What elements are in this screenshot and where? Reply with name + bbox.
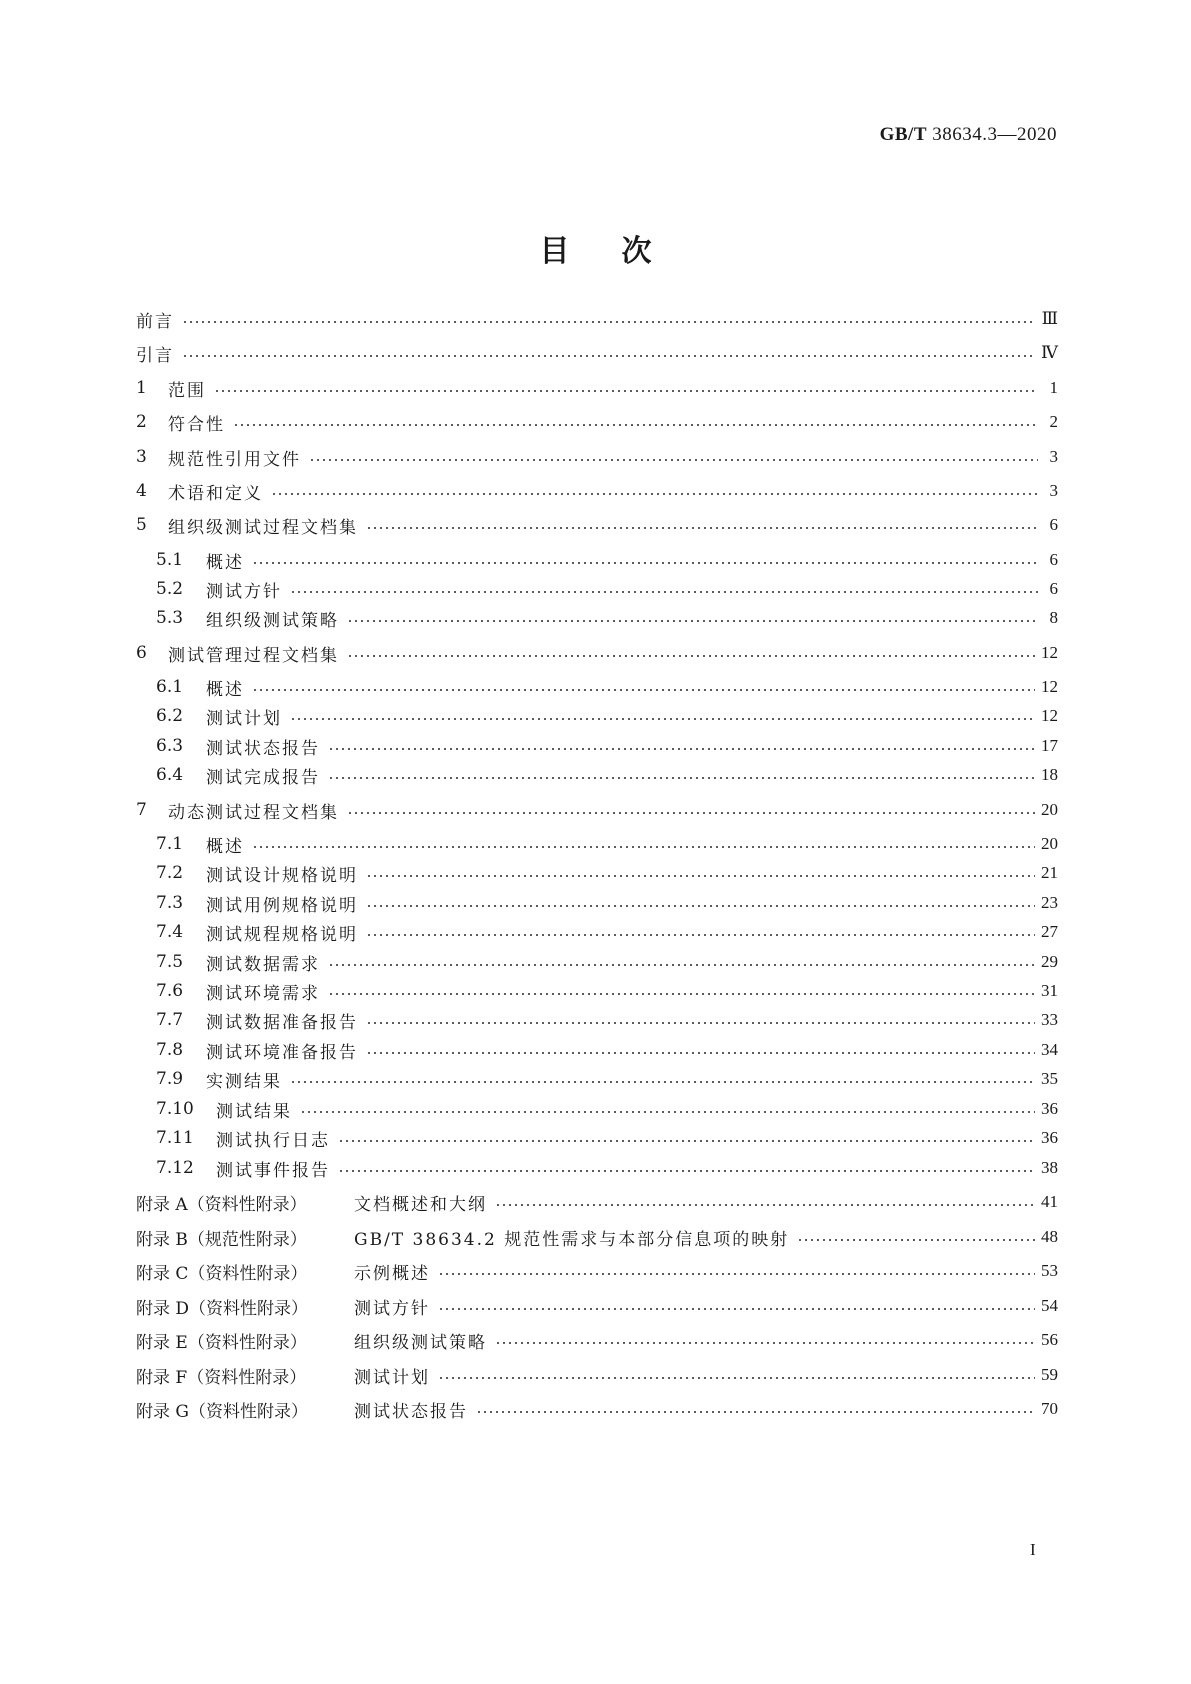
toc-entry[interactable] bbox=[136, 306, 1058, 332]
toc-dot-leader bbox=[252, 846, 1035, 848]
toc-entry[interactable] bbox=[156, 1096, 1058, 1122]
toc-dot-leader bbox=[182, 321, 1036, 323]
toc-entry-page: 59 bbox=[1041, 1365, 1058, 1384]
toc-entry[interactable] bbox=[156, 919, 1058, 945]
toc-entry-number: 7.12 bbox=[156, 1158, 194, 1178]
toc-dot-leader bbox=[214, 390, 1038, 392]
toc-title: 目次 bbox=[539, 234, 704, 269]
toc-entry-number: 7.5 bbox=[156, 952, 184, 972]
toc-entry[interactable] bbox=[136, 1327, 1058, 1353]
toc-entry[interactable] bbox=[156, 890, 1058, 916]
toc-entry-title: 示例概述 bbox=[354, 1263, 430, 1284]
toc-entry-title: 规范性引用文件 bbox=[168, 449, 301, 470]
toc-dot-leader bbox=[366, 527, 1038, 529]
toc-entry-page: 33 bbox=[1041, 1010, 1058, 1029]
toc-dot-leader bbox=[366, 1022, 1035, 1024]
toc-entry-number: 附录 B（规范性附录） bbox=[136, 1229, 307, 1250]
toc-dot-leader bbox=[438, 1273, 1035, 1275]
toc-dot-leader bbox=[438, 1308, 1035, 1310]
toc-entry-title: 测试状态报告 bbox=[206, 738, 320, 759]
toc-entry-number: 7.6 bbox=[156, 981, 184, 1001]
toc-dot-leader bbox=[366, 1052, 1035, 1054]
toc-entry-page: 6 bbox=[1049, 515, 1058, 534]
toc-entry-title: 测试数据准备报告 bbox=[206, 1012, 358, 1033]
toc-entry[interactable] bbox=[156, 1155, 1058, 1181]
toc-entry-title: 测试计划 bbox=[354, 1367, 430, 1388]
toc-entry-page: 12 bbox=[1041, 706, 1058, 725]
toc-entry-title: 测试数据需求 bbox=[206, 954, 320, 975]
toc-entry-page: Ⅳ bbox=[1041, 343, 1058, 362]
toc-entry-number: 附录 D（资料性附录） bbox=[136, 1298, 309, 1319]
toc-dot-leader bbox=[328, 993, 1035, 995]
toc-entry-page: 18 bbox=[1041, 765, 1058, 784]
toc-entry-page: 41 bbox=[1041, 1192, 1058, 1211]
toc-entry-number: 附录 G（资料性附录） bbox=[136, 1401, 308, 1422]
toc-entry[interactable] bbox=[156, 978, 1058, 1004]
toc-entry-title: 符合性 bbox=[168, 414, 225, 435]
standard-number: 38634.3—2020 bbox=[927, 124, 1057, 145]
toc-entry-title: 测试完成报告 bbox=[206, 767, 320, 788]
toc-entry-number: 1 bbox=[136, 378, 147, 398]
toc-entry-number: 3 bbox=[136, 447, 147, 467]
toc-entry-number: 7.9 bbox=[156, 1069, 184, 1089]
toc-entry-number: 7 bbox=[136, 800, 147, 820]
toc-entry-page: 17 bbox=[1041, 736, 1058, 755]
toc-dot-leader bbox=[233, 424, 1038, 426]
toc-entry-number: 6 bbox=[136, 643, 147, 663]
toc-entry-title: 概述 bbox=[206, 552, 244, 573]
toc-entry[interactable] bbox=[136, 444, 1058, 470]
toc-dot-leader bbox=[797, 1239, 1035, 1241]
toc-entry-page: 3 bbox=[1049, 481, 1058, 500]
toc-entry[interactable] bbox=[156, 1125, 1058, 1151]
toc-entry-number: 4 bbox=[136, 481, 147, 501]
toc-entry[interactable] bbox=[156, 949, 1058, 975]
toc-dot-leader bbox=[347, 655, 1035, 657]
toc-entry-page: 8 bbox=[1049, 608, 1058, 627]
page-number: I bbox=[1030, 1540, 1036, 1559]
toc-entry-page: 6 bbox=[1049, 579, 1058, 598]
toc-entry-title: 测试环境准备报告 bbox=[206, 1042, 358, 1063]
toc-entry[interactable] bbox=[156, 576, 1058, 602]
toc-entry-number: 5.1 bbox=[156, 550, 184, 570]
toc-entry[interactable] bbox=[156, 674, 1058, 700]
toc-entry-title: 前言 bbox=[136, 311, 174, 332]
toc-entry[interactable] bbox=[136, 797, 1058, 823]
toc-entry-title: 实测结果 bbox=[206, 1071, 282, 1092]
toc-entry-page: 29 bbox=[1041, 952, 1058, 971]
toc-entry-page: 2 bbox=[1049, 412, 1058, 431]
toc-dot-leader bbox=[338, 1170, 1035, 1172]
toc-dot-leader bbox=[271, 493, 1038, 495]
toc-entry-number: 附录 A（资料性附录） bbox=[136, 1194, 307, 1215]
toc-dot-leader bbox=[182, 355, 1035, 357]
toc-dot-leader bbox=[290, 1081, 1035, 1083]
toc-entry-number: 6.2 bbox=[156, 706, 184, 726]
toc-dot-leader bbox=[366, 934, 1035, 936]
toc-dot-leader bbox=[495, 1342, 1035, 1344]
toc-entry-number: 2 bbox=[136, 412, 147, 432]
toc-dot-leader bbox=[252, 689, 1035, 691]
toc-entry-title: 测试方针 bbox=[354, 1298, 430, 1319]
toc-entry-title: 组织级测试策略 bbox=[354, 1332, 487, 1353]
toc-dot-leader bbox=[366, 905, 1035, 907]
toc-entry-number: 7.7 bbox=[156, 1010, 184, 1030]
toc-dot-leader bbox=[347, 620, 1038, 622]
toc-entry[interactable] bbox=[156, 1066, 1058, 1092]
toc-dot-leader bbox=[252, 562, 1038, 564]
toc-dot-leader bbox=[328, 748, 1035, 750]
toc-entry-title: 引言 bbox=[136, 345, 174, 366]
toc-entry-page: 1 bbox=[1049, 378, 1058, 397]
toc-dot-leader bbox=[290, 591, 1038, 593]
toc-dot-leader bbox=[290, 718, 1035, 720]
toc-entry[interactable] bbox=[136, 409, 1058, 435]
toc-entry[interactable] bbox=[156, 831, 1058, 857]
toc-entry-title: 测试环境需求 bbox=[206, 983, 320, 1004]
toc-dot-leader bbox=[495, 1204, 1035, 1206]
toc-entry[interactable] bbox=[136, 1258, 1058, 1284]
toc-entry[interactable] bbox=[156, 1037, 1058, 1063]
standard-code bbox=[880, 124, 1057, 146]
toc-entry-title: 测试管理过程文档集 bbox=[168, 645, 339, 666]
toc-entry-title: 测试结果 bbox=[216, 1101, 292, 1122]
toc-entry-page: 21 bbox=[1041, 863, 1058, 882]
toc-entry[interactable] bbox=[136, 1224, 1058, 1250]
toc-entry-number: 7.1 bbox=[156, 834, 184, 854]
toc-entry-number: 6.1 bbox=[156, 677, 184, 697]
toc-entry-page: 34 bbox=[1041, 1040, 1058, 1059]
toc-entry-page: 56 bbox=[1041, 1330, 1058, 1349]
toc-entry-page: 54 bbox=[1041, 1296, 1058, 1315]
toc-entry[interactable] bbox=[156, 547, 1058, 573]
toc-entry-page: 23 bbox=[1041, 893, 1058, 912]
toc-dot-leader bbox=[476, 1411, 1035, 1413]
toc-entry-title: 动态测试过程文档集 bbox=[168, 802, 339, 823]
toc-entry-title: 测试状态报告 bbox=[354, 1401, 468, 1422]
toc-entry-number: 5 bbox=[136, 515, 147, 535]
toc-entry-page: 31 bbox=[1041, 981, 1058, 1000]
toc-entry-page: Ⅲ bbox=[1041, 309, 1058, 328]
toc-entry-title: 概述 bbox=[206, 679, 244, 700]
toc-entry-page: 20 bbox=[1041, 834, 1058, 853]
toc-dot-leader bbox=[366, 875, 1035, 877]
toc-entry-page: 36 bbox=[1041, 1128, 1058, 1147]
toc-dot-leader bbox=[438, 1377, 1035, 1379]
toc-entry[interactable] bbox=[136, 1396, 1058, 1422]
toc-entry-page: 12 bbox=[1041, 643, 1058, 662]
toc-entry-page: 70 bbox=[1041, 1399, 1058, 1418]
toc-entry-title: 测试方针 bbox=[206, 581, 282, 602]
toc-dot-leader bbox=[309, 459, 1038, 461]
toc-dot-leader bbox=[300, 1111, 1035, 1113]
toc-entry-title: 概述 bbox=[206, 836, 244, 857]
toc-entry[interactable] bbox=[136, 640, 1058, 666]
toc-entry-number: 7.10 bbox=[156, 1099, 194, 1119]
standard-prefix: GB/T bbox=[879, 124, 927, 145]
toc-entry-number: 7.3 bbox=[156, 893, 184, 913]
toc-entry-title: 组织级测试策略 bbox=[206, 610, 339, 631]
toc-entry[interactable] bbox=[156, 605, 1058, 631]
toc-entry-title: 术语和定义 bbox=[168, 483, 263, 504]
toc-entry[interactable] bbox=[136, 1362, 1058, 1388]
toc-entry[interactable] bbox=[156, 860, 1058, 886]
toc-entry-page: 48 bbox=[1041, 1227, 1058, 1246]
toc-entry-title: 测试执行日志 bbox=[216, 1130, 330, 1151]
toc-entry-number: 7.2 bbox=[156, 863, 184, 883]
toc-entry-number: 6.4 bbox=[156, 765, 184, 785]
toc-entry-title: GB/T 38634.2 规范性需求与本部分信息项的映射 bbox=[354, 1229, 790, 1250]
toc-entry-number: 附录 F（资料性附录） bbox=[136, 1367, 307, 1388]
toc-entry[interactable] bbox=[156, 703, 1058, 729]
toc-entry[interactable] bbox=[156, 1007, 1058, 1033]
toc-entry-number: 7.11 bbox=[156, 1128, 194, 1148]
toc-dot-leader bbox=[347, 812, 1035, 814]
toc-entry-number: 7.4 bbox=[156, 922, 184, 942]
toc-entry[interactable] bbox=[156, 733, 1058, 759]
toc-entry-page: 35 bbox=[1041, 1069, 1058, 1088]
toc-entry-page: 3 bbox=[1049, 447, 1058, 466]
toc-dot-leader bbox=[328, 777, 1035, 779]
toc-entry-title: 组织级测试过程文档集 bbox=[168, 517, 358, 538]
toc-entry[interactable] bbox=[136, 512, 1058, 538]
toc-entry-title: 测试计划 bbox=[206, 708, 282, 729]
toc-entry-number: 7.8 bbox=[156, 1040, 184, 1060]
toc-entry-number: 5.3 bbox=[156, 608, 184, 628]
toc-entry-page: 12 bbox=[1041, 677, 1058, 696]
toc-entry[interactable] bbox=[136, 478, 1058, 504]
toc-dot-leader bbox=[328, 964, 1035, 966]
toc-entry-page: 53 bbox=[1041, 1261, 1058, 1280]
toc-entry[interactable] bbox=[136, 375, 1058, 401]
toc-entry[interactable] bbox=[136, 340, 1058, 366]
toc-entry-number: 附录 C（资料性附录） bbox=[136, 1263, 308, 1284]
toc-entry-number: 6.3 bbox=[156, 736, 184, 756]
toc-entry-page: 38 bbox=[1041, 1158, 1058, 1177]
toc-entry[interactable] bbox=[136, 1189, 1058, 1215]
toc-entry-page: 27 bbox=[1041, 922, 1058, 941]
toc-entry-title: 测试设计规格说明 bbox=[206, 865, 358, 886]
toc-entry-number: 5.2 bbox=[156, 579, 184, 599]
toc-entry-title: 测试规程规格说明 bbox=[206, 924, 358, 945]
toc-entry-page: 36 bbox=[1041, 1099, 1058, 1118]
toc-entry-title: 范围 bbox=[168, 380, 206, 401]
toc-entry-page: 20 bbox=[1041, 800, 1058, 819]
toc-entry[interactable] bbox=[136, 1293, 1058, 1319]
toc-entry-number: 附录 E（资料性附录） bbox=[136, 1332, 307, 1353]
toc-entry-page: 6 bbox=[1049, 550, 1058, 569]
toc-entry-title: 测试事件报告 bbox=[216, 1160, 330, 1181]
toc-entry-title: 测试用例规格说明 bbox=[206, 895, 358, 916]
toc-entry-title: 文档概述和大纲 bbox=[354, 1194, 487, 1215]
toc-entry[interactable] bbox=[156, 762, 1058, 788]
toc-dot-leader bbox=[338, 1140, 1035, 1142]
